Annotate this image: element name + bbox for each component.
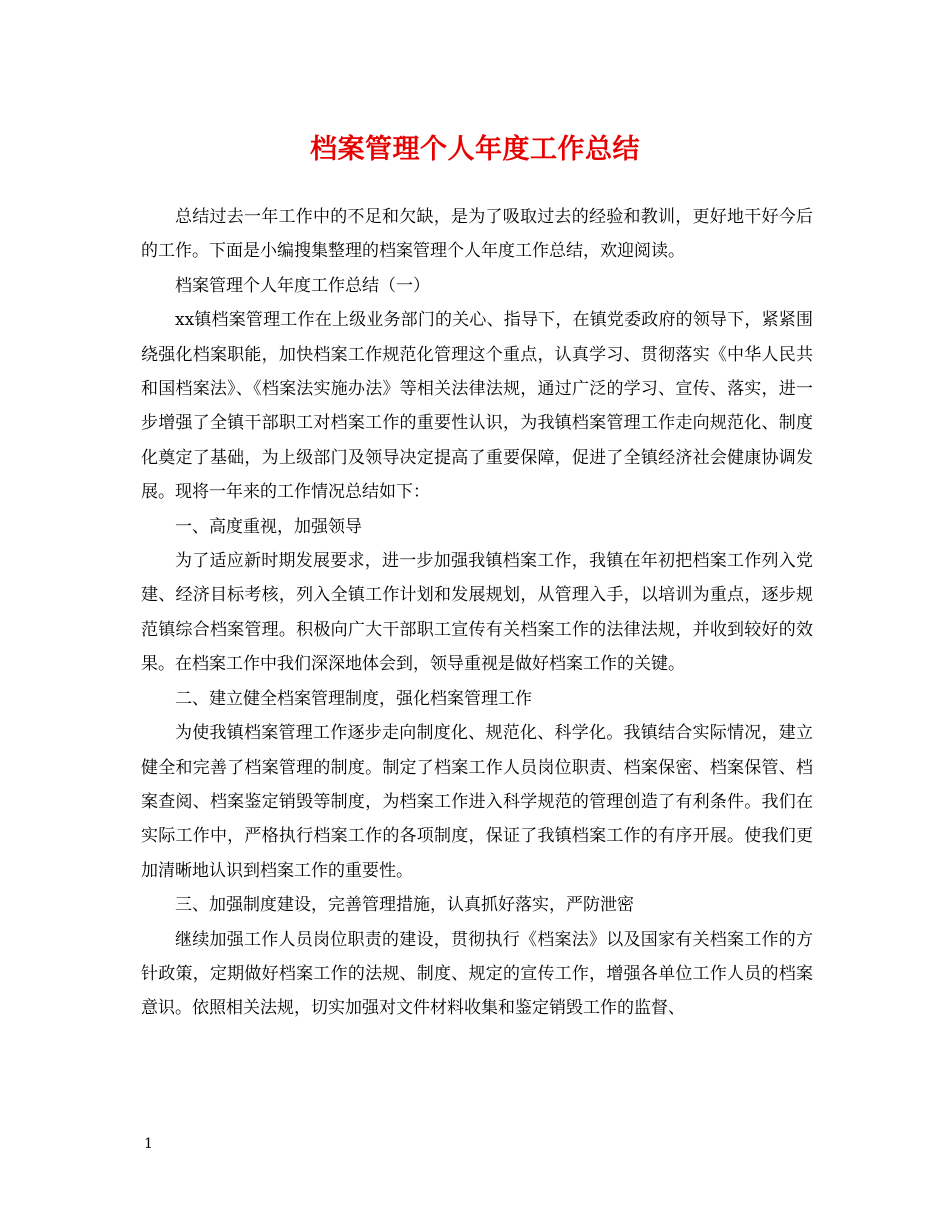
section-heading-2: 二、建立健全档案管理制度，强化档案管理工作: [175, 688, 532, 709]
page-number: 1: [144, 1136, 153, 1152]
document-body: [141, 200, 813, 1026]
paragraph-intro: 总结过去一年工作中的不足和欠缺，是为了吸取过去的经验和教训，更好地干好今后的工作。下面是小编搜集整理的档案管理个人年度工作总结，欢迎阅读。: [141, 207, 813, 262]
paragraph-section-2: 为使我镇档案管理工作逐步走向制度化、规范化、科学化。我镇结合实际情况，建立健全和完善了档案管理的制度。制定了档案工作人员岗位职责、档案保密、档案保管、档案查阅、档案鉴定销毁等制度，为档案工作进入科学规范的管理创造了有利条件。我们在实际工作中，严格执行档案工作的各项制度，保证了我镇档案工作的有序开展。使我们更加清晰地认识到档案工作的重要性。: [141, 723, 813, 881]
section-heading-3: 三、加强制度建设，完善管理措施，认真抓好落实，严防泄密: [175, 895, 634, 916]
paragraph-overview: xx镇档案管理工作在上级业务部门的关心、指导下，在镇党委政府的领导下，紧紧围绕强化档案职能，加快档案工作规范化管理这个重点，认真学习、贯彻落实《中华人民共和国档案法》、《档案法实施办法》等相关法律法规，通过广泛的学习、宣传、落实，进一步增强了全镇干部职工对档案工作的重要性认识，为我镇档案管理工作走向规范化、制度化奠定了基础，为上级部门及领导决定提高了重要保障，促进了全镇经济社会健康协调发展。现将一年来的工作情况总结如下：: [141, 310, 813, 503]
paragraph-section-3: 继续加强工作人员岗位职责的建设，贯彻执行《档案法》以及国家有关档案工作的方针政策，定期做好档案工作的法规、制度、规定的宣传工作，增强各单位工作人员的档案意识。依照相关法规，切实加强对文件材料收集和鉴定销毁工作的监督、: [141, 929, 813, 1019]
paragraph-section-1: 为了适应新时期发展要求，进一步加强我镇档案工作，我镇在年初把档案工作列入党建、经济目标考核，列入全镇工作计划和发展规划，从管理入手，以培训为重点，逐步规范镇综合档案管理。积极向广大干部职工宣传有关档案工作的法律法规，并收到较好的效果。在档案工作中我们深深地体会到，领导重视是做好档案工作的关键。: [141, 551, 813, 675]
section-heading-1: 一、高度重视，加强领导: [175, 516, 362, 537]
section-heading-part-one: 档案管理个人年度工作总结（一）: [175, 275, 430, 296]
document-title: 档案管理个人年度工作总结: [310, 134, 640, 165]
